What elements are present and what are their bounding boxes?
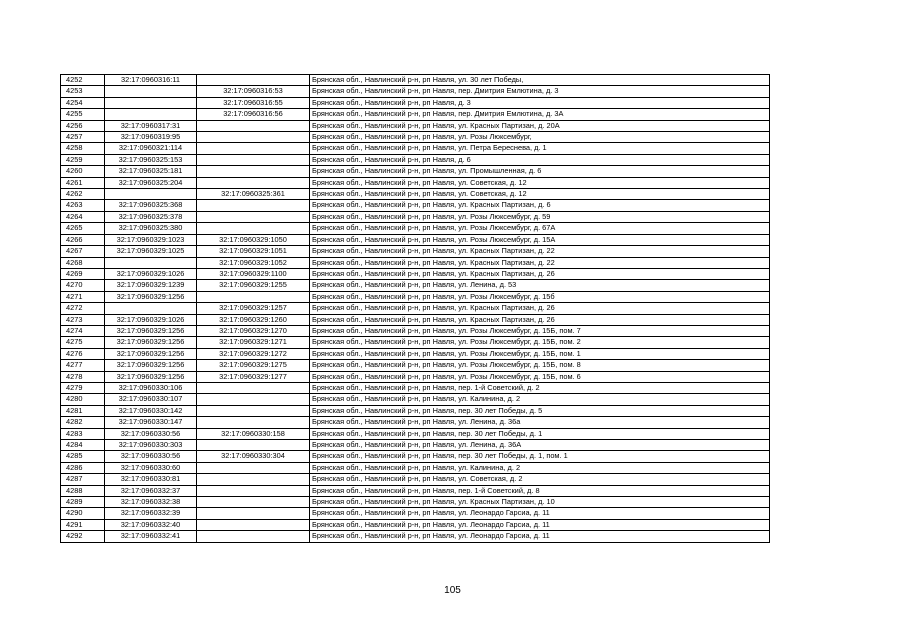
row-number-cell: 4281 bbox=[61, 405, 105, 416]
table-row bbox=[61, 291, 770, 302]
related-cadastral-number-cell bbox=[197, 474, 310, 485]
row-number-cell: 4287 bbox=[61, 474, 105, 485]
address-cell: Брянская обл., Навлинский р-н, рп Навля, ул. Леонардо Гарсиа, д. 11 bbox=[310, 508, 770, 519]
related-cadastral-number-cell bbox=[197, 508, 310, 519]
related-cadastral-number-cell: 32:17:0960329:1272 bbox=[197, 348, 310, 359]
row-number-cell: 4289 bbox=[61, 497, 105, 508]
row-number-cell: 4269 bbox=[61, 268, 105, 279]
row-number-cell: 4285 bbox=[61, 451, 105, 462]
row-number-cell: 4262 bbox=[61, 189, 105, 200]
cadastral-number-cell: 32:17:0960329:1256 bbox=[105, 337, 197, 348]
table-row bbox=[61, 97, 770, 108]
cadastral-number-cell: 32:17:0960325:380 bbox=[105, 223, 197, 234]
address-cell: Брянская обл., Навлинский р-н, рп Навля, пер. 30 лет Победы, д. 1, пом. 1 bbox=[310, 451, 770, 462]
address-cell: Брянская обл., Навлинский р-н, рп Навля, ул. Советская, д. 12 bbox=[310, 189, 770, 200]
address-cell: Брянская обл., Навлинский р-н, рп Навля, д. 3 bbox=[310, 97, 770, 108]
table-row bbox=[61, 120, 770, 131]
cadastral-number-cell: 32:17:0960332:37 bbox=[105, 485, 197, 496]
row-number-cell: 4282 bbox=[61, 417, 105, 428]
cadastral-number-cell: 32:17:0960325:153 bbox=[105, 154, 197, 165]
address-cell: Брянская обл., Навлинский р-н, рп Навля, ул. 30 лет Победы, bbox=[310, 75, 770, 86]
cadastral-number-cell: 32:17:0960330:56 bbox=[105, 428, 197, 439]
cadastral-number-cell: 32:17:0960329:1256 bbox=[105, 371, 197, 382]
address-cell: Брянская обл., Навлинский р-н, рп Навля, ул. Розы Люксембург, д. 67А bbox=[310, 223, 770, 234]
address-cell: Брянская обл., Навлинский р-н, рп Навля, ул. Розы Люксембург, д. 15Б, пом. 7 bbox=[310, 325, 770, 336]
related-cadastral-number-cell bbox=[197, 223, 310, 234]
cadastral-number-cell: 32:17:0960330:142 bbox=[105, 405, 197, 416]
cadastral-number-cell: 32:17:0960330:106 bbox=[105, 382, 197, 393]
address-cell: Брянская обл., Навлинский р-н, рп Навля, ул. Красных Партизан, д. 26 bbox=[310, 314, 770, 325]
table-row bbox=[61, 154, 770, 165]
cadastral-number-cell: 32:17:0960329:1025 bbox=[105, 246, 197, 257]
table-row bbox=[61, 234, 770, 245]
table-row bbox=[61, 257, 770, 268]
related-cadastral-number-cell: 32:17:0960329:1277 bbox=[197, 371, 310, 382]
related-cadastral-number-cell bbox=[197, 120, 310, 131]
cadastral-number-cell bbox=[105, 97, 197, 108]
page-number: 105 bbox=[444, 585, 461, 596]
related-cadastral-number-cell: 32:17:0960329:1271 bbox=[197, 337, 310, 348]
table-row bbox=[61, 428, 770, 439]
cadastral-number-cell: 32:17:0960325:204 bbox=[105, 177, 197, 188]
cadastral-number-cell: 32:17:0960317:31 bbox=[105, 120, 197, 131]
table-row bbox=[61, 75, 770, 86]
row-number-cell: 4266 bbox=[61, 234, 105, 245]
cadastral-number-cell: 32:17:0960332:39 bbox=[105, 508, 197, 519]
cadastral-number-cell: 32:17:0960329:1026 bbox=[105, 314, 197, 325]
related-cadastral-number-cell bbox=[197, 75, 310, 86]
related-cadastral-number-cell bbox=[197, 211, 310, 222]
table-row bbox=[61, 417, 770, 428]
related-cadastral-number-cell: 32:17:0960329:1051 bbox=[197, 246, 310, 257]
cadastral-number-cell: 32:17:0960329:1256 bbox=[105, 348, 197, 359]
row-number-cell: 4263 bbox=[61, 200, 105, 211]
row-number-cell: 4254 bbox=[61, 97, 105, 108]
related-cadastral-number-cell bbox=[197, 497, 310, 508]
row-number-cell: 4277 bbox=[61, 360, 105, 371]
table-row bbox=[61, 268, 770, 279]
row-number-cell: 4261 bbox=[61, 177, 105, 188]
table-row bbox=[61, 371, 770, 382]
table-row bbox=[61, 360, 770, 371]
row-number-cell: 4286 bbox=[61, 462, 105, 473]
cadastral-number-cell: 32:17:0960321:114 bbox=[105, 143, 197, 154]
related-cadastral-number-cell bbox=[197, 291, 310, 302]
address-cell: Брянская обл., Навлинский р-н, рп Навля, ул. Ленина, д. 36а bbox=[310, 417, 770, 428]
related-cadastral-number-cell bbox=[197, 166, 310, 177]
related-cadastral-number-cell: 32:17:0960329:1275 bbox=[197, 360, 310, 371]
address-cell: Брянская обл., Навлинский р-н, рп Навля, ул. Ленина, д. 53 bbox=[310, 280, 770, 291]
row-number-cell: 4264 bbox=[61, 211, 105, 222]
cadastral-number-cell: 32:17:0960330:60 bbox=[105, 462, 197, 473]
address-cell: Брянская обл., Навлинский р-н, рп Навля, ул. Красных Партизан, д. 6 bbox=[310, 200, 770, 211]
row-number-cell: 4257 bbox=[61, 132, 105, 143]
row-number-cell: 4260 bbox=[61, 166, 105, 177]
address-cell: Брянская обл., Навлинский р-н, рп Навля, пер. Дмитрия Емлютина, д. 3А bbox=[310, 109, 770, 120]
cadastral-number-cell: 32:17:0960329:1023 bbox=[105, 234, 197, 245]
table-row bbox=[61, 531, 770, 542]
row-number-cell: 4253 bbox=[61, 86, 105, 97]
address-cell: Брянская обл., Навлинский р-н, рп Навля, ул. Розы Люксембург, bbox=[310, 132, 770, 143]
related-cadastral-number-cell: 32:17:0960329:1050 bbox=[197, 234, 310, 245]
row-number-cell: 4288 bbox=[61, 485, 105, 496]
cadastral-number-cell: 32:17:0960325:181 bbox=[105, 166, 197, 177]
cadastral-number-cell bbox=[105, 86, 197, 97]
address-cell: Брянская обл., Навлинский р-н, рп Навля, ул. Советская, д. 2 bbox=[310, 474, 770, 485]
table-row bbox=[61, 109, 770, 120]
row-number-cell: 4279 bbox=[61, 382, 105, 393]
address-cell: Брянская обл., Навлинский р-н, рп Навля, ул. Красных Партизан, д. 22 bbox=[310, 257, 770, 268]
table-row bbox=[61, 189, 770, 200]
related-cadastral-number-cell: 32:17:0960325:361 bbox=[197, 189, 310, 200]
row-number-cell: 4258 bbox=[61, 143, 105, 154]
row-number-cell: 4278 bbox=[61, 371, 105, 382]
registry-table bbox=[60, 74, 770, 543]
table-row bbox=[61, 314, 770, 325]
cadastral-number-cell: 32:17:0960330:56 bbox=[105, 451, 197, 462]
table-row bbox=[61, 440, 770, 451]
cadastral-number-cell: 32:17:0960329:1256 bbox=[105, 325, 197, 336]
row-number-cell: 4292 bbox=[61, 531, 105, 542]
row-number-cell: 4255 bbox=[61, 109, 105, 120]
address-cell: Брянская обл., Навлинский р-н, рп Навля, ул. Розы Люксембург, д. 15Б, пом. 1 bbox=[310, 348, 770, 359]
address-cell: Брянская обл., Навлинский р-н, рп Навля, ул. Розы Люксембург, д. 15Б, пом. 8 bbox=[310, 360, 770, 371]
related-cadastral-number-cell bbox=[197, 462, 310, 473]
table-row bbox=[61, 132, 770, 143]
related-cadastral-number-cell: 32:17:0960316:56 bbox=[197, 109, 310, 120]
cadastral-number-cell: 32:17:0960329:1256 bbox=[105, 360, 197, 371]
row-number-cell: 4274 bbox=[61, 325, 105, 336]
cadastral-number-cell: 32:17:0960332:40 bbox=[105, 519, 197, 530]
related-cadastral-number-cell: 32:17:0960329:1270 bbox=[197, 325, 310, 336]
cadastral-number-cell: 32:17:0960330:303 bbox=[105, 440, 197, 451]
row-number-cell: 4270 bbox=[61, 280, 105, 291]
row-number-cell: 4276 bbox=[61, 348, 105, 359]
cadastral-number-cell: 32:17:0960316:11 bbox=[105, 75, 197, 86]
table-row bbox=[61, 86, 770, 97]
related-cadastral-number-cell: 32:17:0960329:1052 bbox=[197, 257, 310, 268]
row-number-cell: 4283 bbox=[61, 428, 105, 439]
cadastral-number-cell: 32:17:0960332:38 bbox=[105, 497, 197, 508]
table-row bbox=[61, 223, 770, 234]
related-cadastral-number-cell: 32:17:0960316:53 bbox=[197, 86, 310, 97]
related-cadastral-number-cell bbox=[197, 519, 310, 530]
address-cell: Брянская обл., Навлинский р-н, рп Навля, ул. Леонардо Гарсиа, д. 11 bbox=[310, 519, 770, 530]
row-number-cell: 4268 bbox=[61, 257, 105, 268]
registry-table-body bbox=[61, 75, 770, 543]
table-row bbox=[61, 497, 770, 508]
cadastral-number-cell: 32:17:0960329:1026 bbox=[105, 268, 197, 279]
table-row bbox=[61, 451, 770, 462]
address-cell: Брянская обл., Навлинский р-н, рп Навля, ул. Красных Партизан, д. 22 bbox=[310, 246, 770, 257]
related-cadastral-number-cell bbox=[197, 440, 310, 451]
address-cell: Брянская обл., Навлинский р-н, рп Навля, ул. Петра Береснева, д. 1 bbox=[310, 143, 770, 154]
table-row bbox=[61, 143, 770, 154]
row-number-cell: 4265 bbox=[61, 223, 105, 234]
address-cell: Брянская обл., Навлинский р-н, рп Навля, ул. Ленина, д. 36А bbox=[310, 440, 770, 451]
table-row bbox=[61, 303, 770, 314]
row-number-cell: 4259 bbox=[61, 154, 105, 165]
table-row bbox=[61, 280, 770, 291]
cadastral-number-cell: 32:17:0960329:1256 bbox=[105, 291, 197, 302]
related-cadastral-number-cell bbox=[197, 417, 310, 428]
row-number-cell: 4267 bbox=[61, 246, 105, 257]
address-cell: Брянская обл., Навлинский р-н, рп Навля, ул. Красных Партизан, д. 26 bbox=[310, 268, 770, 279]
table-row bbox=[61, 485, 770, 496]
address-cell: Брянская обл., Навлинский р-н, рп Навля, ул. Розы Люксембург, д. 15б bbox=[310, 291, 770, 302]
related-cadastral-number-cell bbox=[197, 143, 310, 154]
related-cadastral-number-cell: 32:17:0960329:1255 bbox=[197, 280, 310, 291]
row-number-cell: 4252 bbox=[61, 75, 105, 86]
address-cell: Брянская обл., Навлинский р-н, рп Навля, ул. Калинина, д. 2 bbox=[310, 394, 770, 405]
row-number-cell: 4256 bbox=[61, 120, 105, 131]
related-cadastral-number-cell: 32:17:0960329:1100 bbox=[197, 268, 310, 279]
address-cell: Брянская обл., Навлинский р-н, рп Навля, ул. Леонардо Гарсиа, д. 11 bbox=[310, 531, 770, 542]
table-row bbox=[61, 200, 770, 211]
row-number-cell: 4272 bbox=[61, 303, 105, 314]
related-cadastral-number-cell: 32:17:0960329:1257 bbox=[197, 303, 310, 314]
related-cadastral-number-cell: 32:17:0960329:1260 bbox=[197, 314, 310, 325]
table-row bbox=[61, 405, 770, 416]
cadastral-number-cell: 32:17:0960325:368 bbox=[105, 200, 197, 211]
related-cadastral-number-cell bbox=[197, 154, 310, 165]
related-cadastral-number-cell: 32:17:0960330:304 bbox=[197, 451, 310, 462]
table-row bbox=[61, 462, 770, 473]
table-row bbox=[61, 508, 770, 519]
address-cell: Брянская обл., Навлинский р-н, рп Навля, ул. Красных Партизан, д. 20А bbox=[310, 120, 770, 131]
address-cell: Брянская обл., Навлинский р-н, рп Навля, пер. 1-й Советский, д. 2 bbox=[310, 382, 770, 393]
address-cell: Брянская обл., Навлинский р-н, рп Навля, ул. Розы Люксембург, д. 15А bbox=[310, 234, 770, 245]
cadastral-number-cell bbox=[105, 303, 197, 314]
table-row bbox=[61, 394, 770, 405]
address-cell: Брянская обл., Навлинский р-н, рп Навля, ул. Красных Партизан, д. 26 bbox=[310, 303, 770, 314]
address-cell: Брянская обл., Навлинский р-н, рп Навля, ул. Советская, д. 12 bbox=[310, 177, 770, 188]
address-cell: Брянская обл., Навлинский р-н, рп Навля, д. 6 bbox=[310, 154, 770, 165]
cadastral-number-cell: 32:17:0960330:81 bbox=[105, 474, 197, 485]
related-cadastral-number-cell bbox=[197, 405, 310, 416]
cadastral-number-cell: 32:17:0960332:41 bbox=[105, 531, 197, 542]
table-row bbox=[61, 382, 770, 393]
related-cadastral-number-cell bbox=[197, 485, 310, 496]
row-number-cell: 4275 bbox=[61, 337, 105, 348]
cadastral-number-cell bbox=[105, 109, 197, 120]
row-number-cell: 4290 bbox=[61, 508, 105, 519]
cadastral-number-cell: 32:17:0960330:147 bbox=[105, 417, 197, 428]
address-cell: Брянская обл., Навлинский р-н, рп Навля, ул. Розы Люксембург, д. 59 bbox=[310, 211, 770, 222]
address-cell: Брянская обл., Навлинский р-н, рп Навля, пер. 30 лет Победы, д. 5 bbox=[310, 405, 770, 416]
cadastral-number-cell: 32:17:0960319:95 bbox=[105, 132, 197, 143]
address-cell: Брянская обл., Навлинский р-н, рп Навля, ул. Красных Партизан, д. 10 bbox=[310, 497, 770, 508]
table-row bbox=[61, 211, 770, 222]
table-row bbox=[61, 166, 770, 177]
table-row bbox=[61, 246, 770, 257]
row-number-cell: 4271 bbox=[61, 291, 105, 302]
address-cell: Брянская обл., Навлинский р-н, рп Навля, ул. Розы Люксембург, д. 15Б, пом. 6 bbox=[310, 371, 770, 382]
related-cadastral-number-cell: 32:17:0960316:55 bbox=[197, 97, 310, 108]
table-row bbox=[61, 325, 770, 336]
row-number-cell: 4291 bbox=[61, 519, 105, 530]
related-cadastral-number-cell bbox=[197, 531, 310, 542]
related-cadastral-number-cell bbox=[197, 177, 310, 188]
row-number-cell: 4284 bbox=[61, 440, 105, 451]
cadastral-number-cell: 32:17:0960325:378 bbox=[105, 211, 197, 222]
row-number-cell: 4280 bbox=[61, 394, 105, 405]
table-row bbox=[61, 474, 770, 485]
cadastral-number-cell bbox=[105, 257, 197, 268]
related-cadastral-number-cell bbox=[197, 132, 310, 143]
related-cadastral-number-cell bbox=[197, 200, 310, 211]
table-row bbox=[61, 177, 770, 188]
cadastral-number-cell: 32:17:0960329:1239 bbox=[105, 280, 197, 291]
registry-table-container bbox=[60, 74, 769, 543]
table-row bbox=[61, 348, 770, 359]
address-cell: Брянская обл., Навлинский р-н, рп Навля, ул. Калинина, д. 2 bbox=[310, 462, 770, 473]
row-number-cell: 4273 bbox=[61, 314, 105, 325]
address-cell: Брянская обл., Навлинский р-н, рп Навля, ул. Розы Люксембург, д. 15Б, пом. 2 bbox=[310, 337, 770, 348]
table-row bbox=[61, 337, 770, 348]
table-row bbox=[61, 519, 770, 530]
address-cell: Брянская обл., Навлинский р-н, рп Навля, ул. Промышленная, д. 6 bbox=[310, 166, 770, 177]
address-cell: Брянская обл., Навлинский р-н, рп Навля, пер. 30 лет Победы, д. 1 bbox=[310, 428, 770, 439]
related-cadastral-number-cell: 32:17:0960330:158 bbox=[197, 428, 310, 439]
related-cadastral-number-cell bbox=[197, 394, 310, 405]
cadastral-number-cell bbox=[105, 189, 197, 200]
related-cadastral-number-cell bbox=[197, 382, 310, 393]
address-cell: Брянская обл., Навлинский р-н, рп Навля, пер. 1-й Советский, д. 8 bbox=[310, 485, 770, 496]
address-cell: Брянская обл., Навлинский р-н, рп Навля, пер. Дмитрия Емлютина, д. 3 bbox=[310, 86, 770, 97]
cadastral-number-cell: 32:17:0960330:107 bbox=[105, 394, 197, 405]
